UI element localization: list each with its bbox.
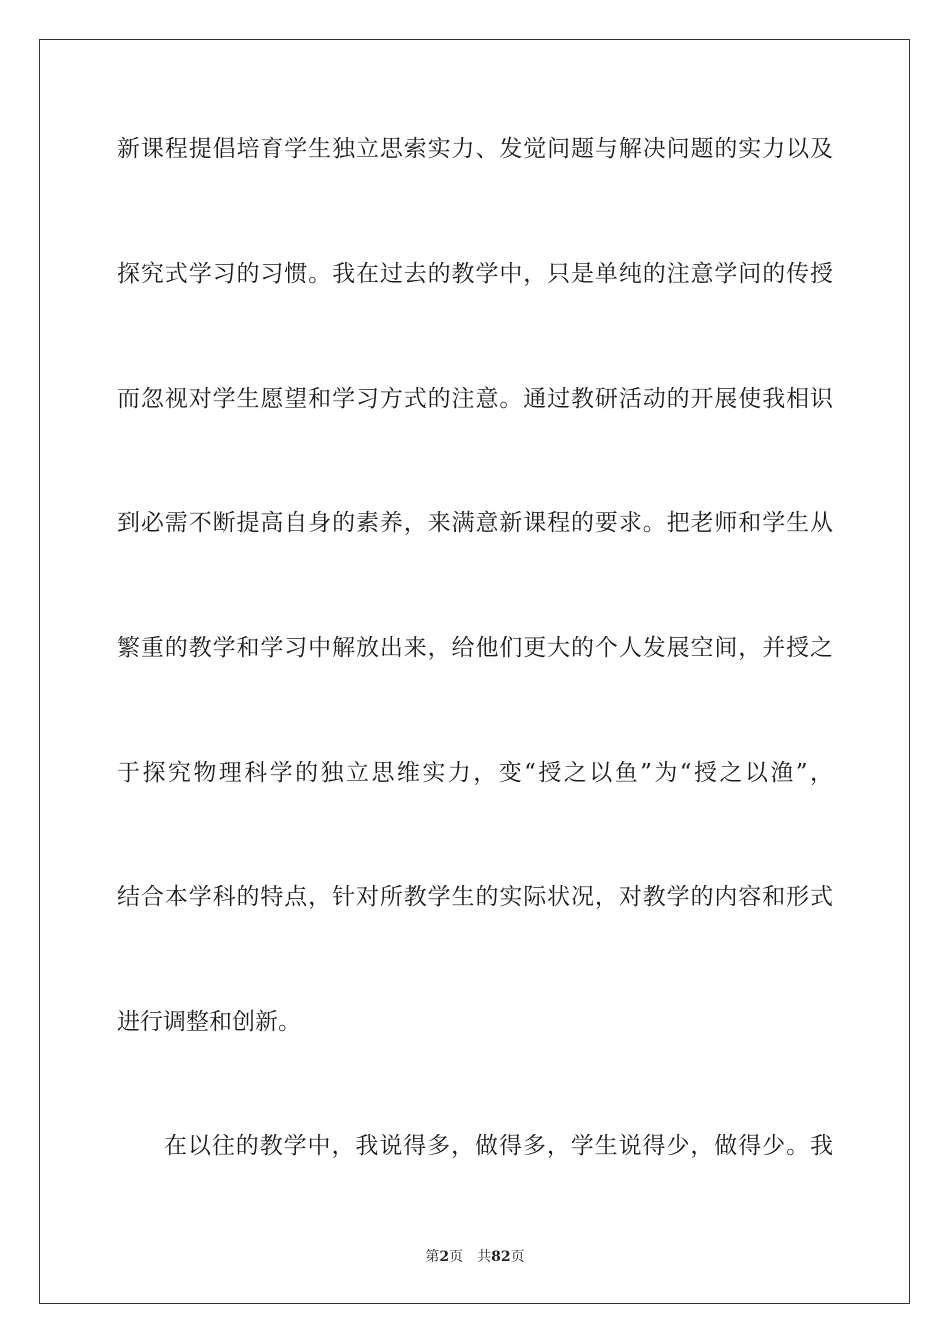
body-text-line: 探究式学习的习惯。我在过去的教学中，只是单纯的注意学问的传授: [117, 261, 833, 287]
page-number: 2: [439, 1249, 450, 1265]
body-text-line: 新课程提倡培育学生独立思索实力、发觉问题与解决问题的实力以及: [117, 136, 833, 162]
body-text-line: 于探究物理科学的独立思维实力，变“授之以鱼”为“授之以渔”，: [117, 760, 833, 786]
page-border: [39, 39, 910, 1304]
body-text-line: 而忽视对学生愿望和学习方式的注意。通过教研活动的开展使我相识: [117, 386, 833, 412]
body-text-line: 结合本学科的特点，针对所教学生的实际状况，对教学的内容和形式: [117, 884, 833, 910]
page-suffix: 页: [449, 1249, 464, 1265]
total-pages: 82: [491, 1249, 511, 1265]
page-footer: [0, 1248, 950, 1266]
page-prefix: 第: [425, 1249, 440, 1265]
paragraph-first-line: 在以往的教学中，我说得多，做得多，学生说得少，做得少。我: [164, 1133, 833, 1159]
body-text-line: 到必需不断提高自身的素养，来满意新课程的要求。把老师和学生从: [117, 510, 833, 536]
body-text-line: 进行调整和创新。: [117, 1009, 301, 1035]
total-suffix: 页: [510, 1249, 525, 1265]
body-text-line: 繁重的教学和学习中解放出来，给他们更大的个人发展空间，并授之: [117, 635, 833, 661]
total-prefix: 共: [477, 1249, 492, 1265]
